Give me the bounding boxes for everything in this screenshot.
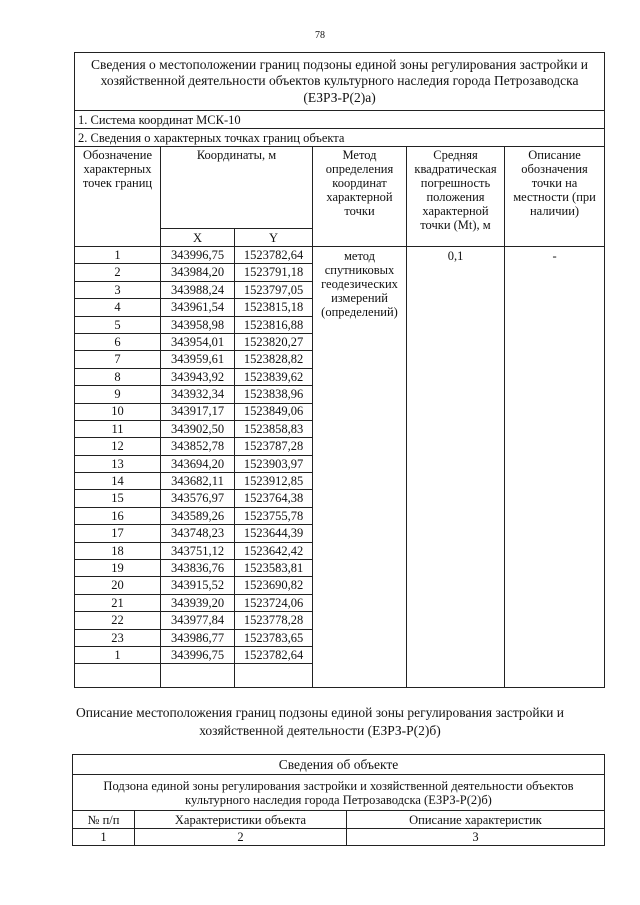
point-number: 22: [75, 612, 161, 629]
point-number: 17: [75, 525, 161, 542]
point-number: 21: [75, 594, 161, 611]
point-number: 9: [75, 386, 161, 403]
y-header: Y: [235, 229, 313, 247]
col-header-number: № п/п: [73, 811, 135, 829]
col-header-characteristics: Характеристики объекта: [135, 811, 347, 829]
point-number: 7: [75, 351, 161, 368]
point-number: 3: [75, 281, 161, 298]
y-coordinate: 1523839,62: [235, 368, 313, 385]
y-coordinate: 1523783,65: [235, 629, 313, 646]
x-coordinate: 343977,84: [161, 612, 235, 629]
point-number: 1: [75, 646, 161, 663]
y-coordinate: 1523690,82: [235, 577, 313, 594]
y-coordinate: 1523820,27: [235, 333, 313, 350]
empty-cell: [75, 664, 161, 688]
x-coordinate: 343902,50: [161, 420, 235, 437]
y-coordinate: 1523816,88: [235, 316, 313, 333]
description-value: -: [505, 247, 605, 688]
y-coordinate: 1523912,85: [235, 473, 313, 490]
y-coordinate: 1523815,18: [235, 299, 313, 316]
y-coordinate: 1523642,42: [235, 542, 313, 559]
y-coordinate: 1523797,05: [235, 281, 313, 298]
x-coordinate: 343836,76: [161, 560, 235, 577]
x-coordinate: 343996,75: [161, 646, 235, 663]
point-number: 2: [75, 264, 161, 281]
x-coordinate: 343589,26: [161, 507, 235, 524]
point-number: 4: [75, 299, 161, 316]
point-number: 13: [75, 455, 161, 472]
point-number: 15: [75, 490, 161, 507]
y-coordinate: 1523849,06: [235, 403, 313, 420]
point-number: 12: [75, 438, 161, 455]
y-coordinate: 1523782,64: [235, 646, 313, 663]
error-value: 0,1: [407, 247, 505, 688]
x-coordinate: 343986,77: [161, 629, 235, 646]
x-coordinate: 343748,23: [161, 525, 235, 542]
x-coordinate: 343958,98: [161, 316, 235, 333]
y-coordinate: 1523903,97: [235, 455, 313, 472]
characteristic-points-row: 2. Сведения о характерных точках границ объекта: [75, 129, 605, 147]
x-coordinate: 343915,52: [161, 577, 235, 594]
y-coordinate: 1523782,64: [235, 247, 313, 264]
coordinate-row: [75, 247, 605, 264]
object-info-header: Сведения об объекте: [73, 755, 605, 775]
point-number: 23: [75, 629, 161, 646]
coordinates-header: Координаты, м: [161, 147, 313, 229]
col-number-1: 1: [73, 829, 135, 846]
point-number: 8: [75, 368, 161, 385]
section-description-title: Описание местоположения границ подзоны единой зоны регулирования застройки и хозяйственной деятельности (ЕЗРЗ-Р(2)б): [75, 705, 564, 738]
point-number: 14: [75, 473, 161, 490]
y-coordinate: 1523787,28: [235, 438, 313, 455]
x-coordinate: 343954,01: [161, 333, 235, 350]
page-number: 78: [315, 30, 325, 41]
x-coordinate: 343751,12: [161, 542, 235, 559]
designation-header: Обозначение характерных точек границ: [75, 147, 161, 247]
y-coordinate: 1523858,83: [235, 420, 313, 437]
method-header: Метод определения координат характерной точки: [313, 147, 407, 247]
y-coordinate: 1523644,39: [235, 525, 313, 542]
object-info-table: [72, 754, 605, 846]
point-number: 11: [75, 420, 161, 437]
col-number-2: 2: [135, 829, 347, 846]
method-value: метод спутниковых геодезических измерений (определений): [313, 247, 407, 688]
error-header: Средняя квадратическая погрешность положения характерной точки (Mt), м: [407, 147, 505, 247]
x-coordinate: 343996,75: [161, 247, 235, 264]
point-number: 20: [75, 577, 161, 594]
x-coordinate: 343943,92: [161, 368, 235, 385]
point-number: 10: [75, 403, 161, 420]
y-coordinate: 1523764,38: [235, 490, 313, 507]
x-coordinate: 343694,20: [161, 455, 235, 472]
x-coordinate: 343932,34: [161, 386, 235, 403]
x-coordinate: 343682,11: [161, 473, 235, 490]
y-coordinate: 1523724,06: [235, 594, 313, 611]
x-coordinate: 343576,97: [161, 490, 235, 507]
point-number: 16: [75, 507, 161, 524]
point-number: 1: [75, 247, 161, 264]
coordinate-system-row: 1. Система координат МСК-10: [75, 111, 605, 129]
y-coordinate: 1523791,18: [235, 264, 313, 281]
table-title: Сведения о местоположении границ подзоны единой зоны регулирования застройки и хозяйственной деятельности объектов культурного наследия города Петрозаводска (ЕЗРЗ-Р(2)а): [75, 53, 605, 111]
point-number: 6: [75, 333, 161, 350]
y-coordinate: 1523583,81: [235, 560, 313, 577]
x-coordinate: 343959,61: [161, 351, 235, 368]
x-coordinate: 343988,24: [161, 281, 235, 298]
col-number-3: 3: [347, 829, 605, 846]
x-coordinate: 343939,20: [161, 594, 235, 611]
x-coordinate: 343852,78: [161, 438, 235, 455]
object-name: Подзона единой зоны регулирования застройки и хозяйственной деятельности объектов культурного наследия города Петрозаводска (ЕЗРЗ-Р(2)б): [73, 775, 605, 811]
point-number: 19: [75, 560, 161, 577]
x-header: X: [161, 229, 235, 247]
x-coordinate: 343984,20: [161, 264, 235, 281]
y-coordinate: 1523755,78: [235, 507, 313, 524]
y-coordinate: 1523838,96: [235, 386, 313, 403]
y-coordinate: 1523778,28: [235, 612, 313, 629]
empty-cell: [161, 664, 235, 688]
description-header: Описание обозначения точки на местности (при наличии): [505, 147, 605, 247]
y-coordinate: 1523828,82: [235, 351, 313, 368]
boundary-coordinates-table: [74, 52, 605, 688]
col-header-description: Описание характеристик: [347, 811, 605, 829]
x-coordinate: 343917,17: [161, 403, 235, 420]
x-coordinate: 343961,54: [161, 299, 235, 316]
point-number: 18: [75, 542, 161, 559]
point-number: 5: [75, 316, 161, 333]
empty-cell: [235, 664, 313, 688]
